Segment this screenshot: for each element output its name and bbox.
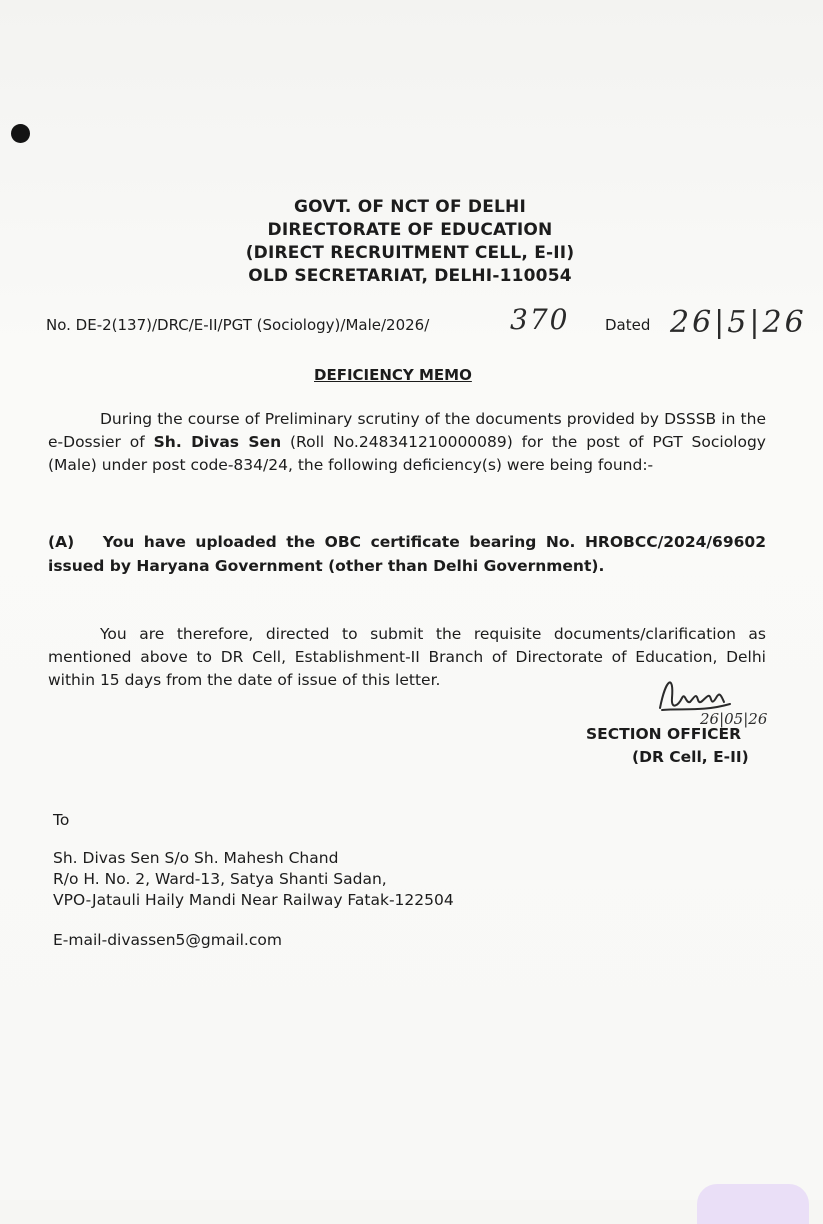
header-cell: (DIRECT RECRUITMENT CELL, E-II)	[245, 243, 575, 263]
signatory-block	[586, 723, 749, 769]
deficiency-text: You have uploaded the OBC certificate bearing No. HROBCC/2024/69602 issued by Haryana Government (other than Delhi Government).	[48, 533, 766, 575]
recipient-line-3: VPO-Jatauli Haily Mandi Near Railway Fatak-122504	[53, 891, 454, 909]
deficiency-point	[48, 530, 766, 578]
signatory-title: SECTION OFFICER	[586, 725, 742, 743]
letterhead	[200, 196, 620, 288]
to-label: To	[53, 811, 70, 829]
direction-text: You are therefore, directed to submit the requisite documents/clarification as mentioned above to DR Cell, Establishment-II Branch of Directorate of Education, Delhi within 15 days from the date of issue of this letter.	[48, 625, 766, 689]
reference-number-handwritten: 370	[510, 303, 570, 336]
recipient-address	[53, 848, 454, 911]
recipient-email: E-mail-divassen5@gmail.com	[53, 931, 282, 949]
recipient-line-2: R/o H. No. 2, Ward-13, Satya Shanti Sadan,	[53, 870, 387, 888]
reference-prefix: No. DE-2(137)/DRC/E-II/PGT (Sociology)/Male/2026/	[46, 316, 430, 334]
intro-text-2: (Roll No.248341210000089) for the post of PGT Sociology (Male) under post code-834/24, the following deficiency(s) were being found:-	[48, 433, 766, 474]
overlay-shape	[697, 1184, 809, 1224]
dated-label: Dated	[605, 316, 651, 334]
header-address: OLD SECRETARIAT, DELHI-110054	[248, 266, 572, 286]
handwritten-signature	[652, 668, 772, 728]
header-directorate: DIRECTORATE OF EDUCATION	[267, 220, 553, 240]
date-handwritten: 26|5|26	[670, 305, 807, 340]
deficiency-label: (A)	[48, 533, 75, 551]
intro-paragraph	[48, 408, 766, 477]
recipient-line-1: Sh. Divas Sen S/o Sh. Mahesh Chand	[53, 849, 339, 867]
punch-hole	[11, 124, 30, 143]
memo-title: DEFICIENCY MEMO	[314, 366, 472, 384]
signature-date: 26|05|26	[700, 710, 768, 728]
signatory-unit: (DR Cell, E-II)	[632, 748, 749, 766]
intro-text-1: During the course of Preliminary scrutiny of the documents provided by DSSSB in the e-Dossier of	[48, 410, 766, 451]
candidate-name: Sh. Divas Sen	[153, 433, 282, 451]
header-govt: GOVT. OF NCT OF DELHI	[294, 197, 526, 217]
